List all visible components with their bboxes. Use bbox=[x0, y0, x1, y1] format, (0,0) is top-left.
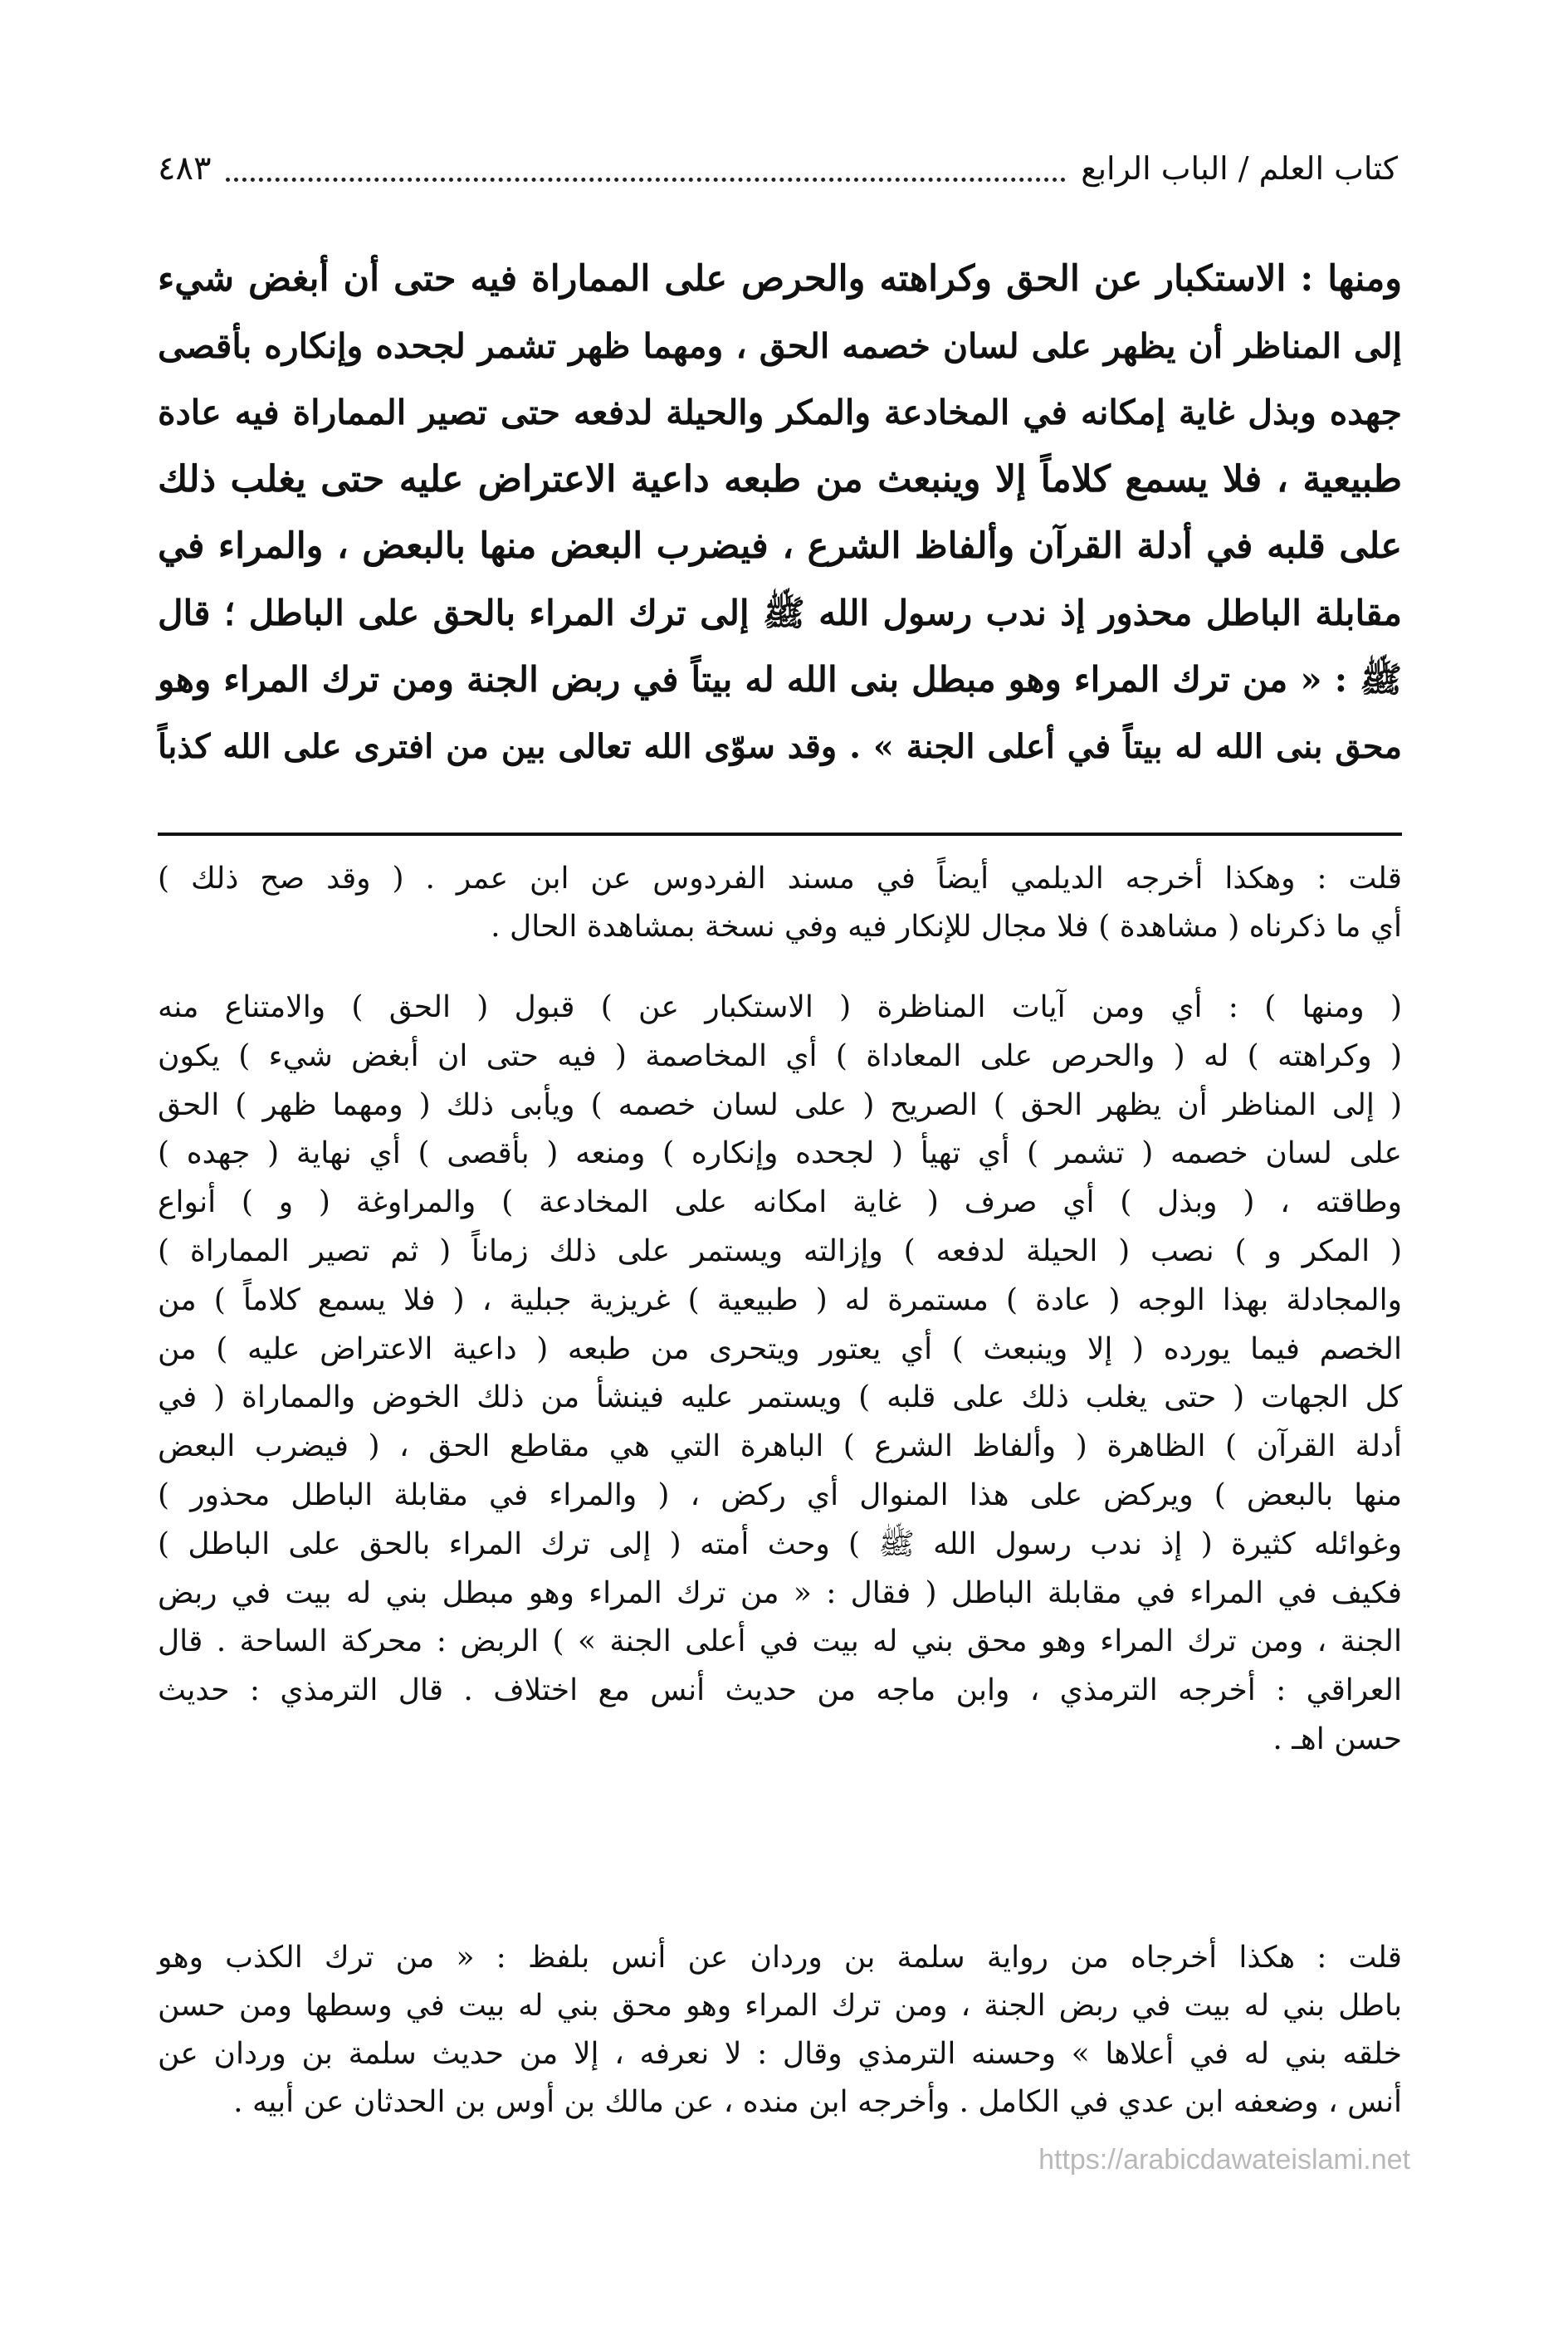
matn-line: إلى المناظر أن يظهر على لسان خصمه الحق ، ومهما ظهر تشمر لجحده وإنكاره بأقصى bbox=[158, 325, 1402, 366]
sharh-line: خلقه بني له في أعلاها » وحسنه الترمذي وقال : لا نعرفه ، إلا من حديث سلمة بن وردان عن bbox=[158, 2037, 1402, 2071]
sharh-line: وطاقته ، ( وبذل ) أي صرف ( غاية امكانه على المخادعة ) والمراوغة ( و ) أنواع bbox=[158, 1185, 1402, 1220]
page-number: ٤٨٣ bbox=[158, 149, 212, 188]
matn-line: على قلبه في أدلة القرآن وألفاظ الشرع ، فيضرب البعض منها بالبعض ، والمراء في bbox=[158, 525, 1402, 567]
matn-line: محق بنى الله له بيتاً في أعلى الجنة » . وقد سوّى الله تعالى بين من افترى على الله كذباً bbox=[158, 726, 1403, 766]
sharh-line: فكيف في المراء في مقابلة الباطل ( فقال : « من ترك المراء وهو مبطل بني له بيت في ربض bbox=[158, 1575, 1402, 1610]
watermark-url: https://arabicdawateislami.net bbox=[1038, 2144, 1410, 2176]
sharh-line: منها بالبعض ) ويركض على هذا المنوال أي ركض ، ( والمراء في مقابلة الباطل محذور ) bbox=[158, 1477, 1402, 1512]
matn-text bbox=[158, 246, 1402, 780]
matn-line: طبيعية ، فلا يسمع كلاماً إلا وينبعث من طبعه داعية الاعتراض عليه حتى يغلب ذلك bbox=[158, 457, 1402, 501]
sharh-line: ( وكراهته ) له ( والحرص على المعاداة ) أي المخاصمة ( فيه حتى ان أبغض شيء ) يكون bbox=[158, 1038, 1402, 1073]
matn-line: ومنها : الاستكبار عن الحق وكراهته والحرص على المماراة فيه حتى أن أبغض شيء bbox=[158, 258, 1402, 300]
sharh-line: أدلة القرآن ) الظاهرة ( وألفاظ الشرع ) الباهرة التي هي مقاطع الحق ، ( فيضرب البعض bbox=[158, 1429, 1402, 1464]
sharh-line: قلت : هكذا أخرجاه من رواية سلمة بن وردان عن أنس بلفظ : « من ترك الكذب وهو bbox=[158, 1941, 1402, 1975]
sharh-line: ( المكر و ) نصب ( الحيلة لدفعه ) وإزالته ويستمر على ذلك زماناً ( ثم تصير المماراة ) bbox=[158, 1233, 1402, 1268]
separator-rule bbox=[158, 833, 1402, 836]
sharh-intro bbox=[158, 855, 1402, 951]
sharh-main bbox=[158, 984, 1402, 1765]
sharh-line: أي ما ذكرناه ( مشاهدة ) فلا مجال للإنكار فيه وفي نسخة بمشاهدة الحال . bbox=[491, 910, 1402, 944]
sharh-line: قلت : وهكذا أخرجه الديلمي أيضاً في مسند الفردوس عن ابن عمر . ( وقد صح ذلك ) bbox=[158, 862, 1402, 896]
sharh-line: العراقي : أخرجه الترمذي ، وابن ماجه من حديث أنس مع اختلاف . قال الترمذي : حديث bbox=[158, 1673, 1402, 1708]
sharh-line: وغوائله كثيرة ( إذ ندب رسول الله ﷺ ) وحث أمته ( إلى ترك المراء بالحق على الباطل ) bbox=[158, 1526, 1402, 1561]
matn-line: ﷺ : « من ترك المراء وهو مبطل بنى الله له بيتاً في ربض الجنة ومن ترك المراء وهو bbox=[158, 659, 1402, 700]
book-title: كتاب العلم / الباب الرابع bbox=[1081, 150, 1398, 187]
sharh-line: حسن اهـ . bbox=[1272, 1721, 1402, 1756]
sharh-line: كل الجهات ( حتى يغلب ذلك على قلبه ) ويستمر عليه فينشأ من ذلك الخوض والمماراة ( في bbox=[158, 1380, 1402, 1415]
sharh-line: باطل بني له بيت في ربض الجنة ، ومن ترك المراء وهو محق بني له بيت في وسطها ومن حسن bbox=[158, 1989, 1402, 2023]
running-header bbox=[158, 139, 1398, 198]
sharh-line: الجنة ، ومن ترك المراء وهو محق بني له بيت في أعلى الجنة » ) الربض : محركة الساحة . قال bbox=[158, 1624, 1402, 1659]
sharh-line: ( إلى المناظر أن يظهر الحق ) الصريح ( على لسان خصمه ) ويأبى ذلك ( ومهما ظهر ) الحق bbox=[158, 1087, 1402, 1122]
matn-line: جهده وبذل غاية إمكانه في المخادعة والمكر والحيلة لدفعه حتى تصير المماراة فيه عادة bbox=[158, 393, 1402, 432]
sharh-line: ( ومنها ) : أي ومن آيات المناظرة ( الاستكبار عن ) قبول ( الحق ) والامتناع منه bbox=[158, 990, 1402, 1024]
sharh-line: والمجادلة بهذا الوجه ( عادة ) مستمرة له ( طبيعية ) غريزية جبلية ، ( فلا يسمع كلاماً ) من bbox=[158, 1282, 1402, 1317]
sharh-line: على لسان خصمه ( تشمر ) أي تهيأ ( لجحده وإنكاره ) ومنعه ( بأقصى ) أي نهاية ( جهده ) bbox=[158, 1136, 1402, 1171]
sharh-line: الخصم فيما يورده ( إلا وينبعث ) أي يعتور ويتحرى من طبعه ( داعية الاعتراض عليه ) من bbox=[158, 1331, 1402, 1366]
sharh-qultu bbox=[158, 1934, 1402, 2127]
leader-dots bbox=[226, 171, 1066, 182]
matn-line: مقابلة الباطل محذور إذ ندب رسول الله ﷺ إلى ترك المراء بالحق على الباطل ؛ قال bbox=[158, 592, 1402, 633]
sharh-line: أنس ، وضعفه ابن عدي في الكامل . وأخرجه ابن منده ، عن مالك بن أوس بن الحدثان عن أبيه . bbox=[233, 2085, 1402, 2119]
